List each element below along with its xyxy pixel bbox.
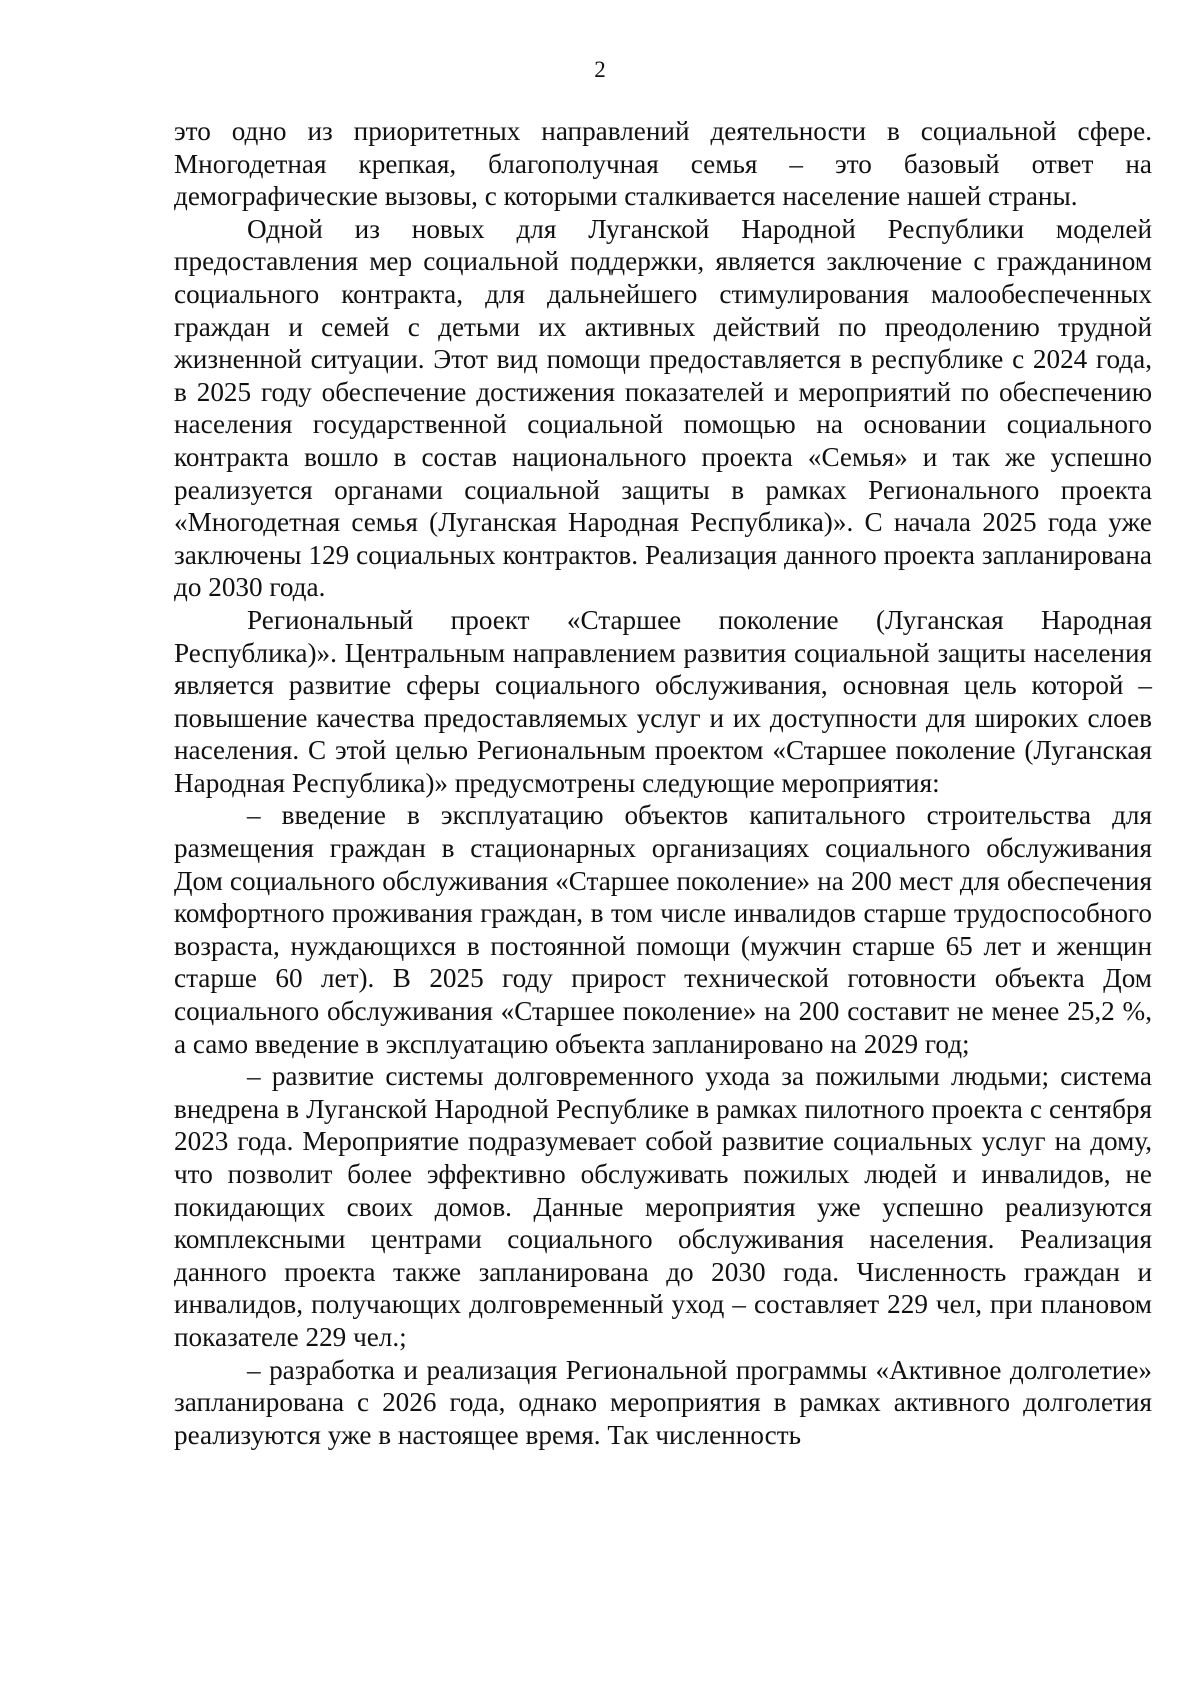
document-body bbox=[174, 115, 1152, 1451]
list-item-paragraph: – развитие системы долговременного ухода за пожилыми людьми; система внедрена в Луганской Народной Республике в рамках пилотного проекта с сентября 2023 года. Мероприятие подразумевает собой развитие социальных услуг на дому, что позволит более эффективно обслуживать пожилых людей и инвалидов, не покидающих своих домов. Данные мероприятия уже успешно реализуются комплексными центрами социального обслуживания населения. Реализация данного проекта также запланирована до 2030 года. Численность граждан и инвалидов, получающих долговременный уход – составляет 229 чел, при плановом показателе 229 чел.; bbox=[174, 1061, 1152, 1352]
paragraph: Одной из новых для Луганской Народной Республики моделей предоставления мер социальной поддержки, является заключение с гражданином социального контракта, для дальнейшего стимулирования малообеспеченных граждан и семей с детьми их активных действий по преодолению трудной жизненной ситуации. Этот вид помощи предоставляется в республике с 2024 года, в 2025 году обеспечение достижения показателей и мероприятий по обеспечению населения государственной социальной помощью на основании социального контракта вошло в состав национального проекта «Семья» и так же успешно реализуется органами социальной защиты в рамках Регионального проекта «Многодетная семья (Луганская Народная Республика)». С начала 2025 года уже заключены 129 социальных контрактов. Реализация данного проекта запланирована до 2030 года. bbox=[174, 213, 1152, 603]
paragraph: это одно из приоритетных направлений деятельности в социальной сфере. Многодетная крепкая, благополучная семья – это базовый ответ на демографические вызовы, с которыми сталкивается население нашей страны. bbox=[174, 116, 1152, 212]
page-number: 2 bbox=[594, 57, 606, 82]
list-item-paragraph: – введение в эксплуатацию объектов капитального строительства для размещения граждан в стационарных организациях социального обслуживания Дом социального обслуживания «Старшее поколение» на 200 мест для обеспечения комфортного проживания граждан, в том числе инвалидов старше трудоспособного возраста, нуждающихся в постоянной помощи (мужчин старше 65 лет и женщин старше 60 лет). В 2025 году прирост технической готовности объекта Дом социального обслуживания «Старшее поколение» на 200 составит не менее 25,2 %, а само введение в эксплуатацию объекта запланировано на 2029 год; bbox=[174, 800, 1152, 1059]
list-item-paragraph: – разработка и реализация Региональной программы «Активное долголетие» запланирована с 2026 года, однако мероприятия в рамках активного долголетия реализуются уже в настоящее время. Так численность bbox=[174, 1354, 1152, 1450]
paragraph: Региональный проект «Старшее поколение (Луганская Народная Республика)». Центральным направлением развития социальной защиты населения является развитие сферы социального обслуживания, основная цель которой – повышение качества предоставляемых услуг и их доступности для широких слоев населения. С этой целью Региональным проектом «Старшее поколение (Луганская Народная Республика)» предусмотрены следующие мероприятия: bbox=[174, 604, 1152, 798]
